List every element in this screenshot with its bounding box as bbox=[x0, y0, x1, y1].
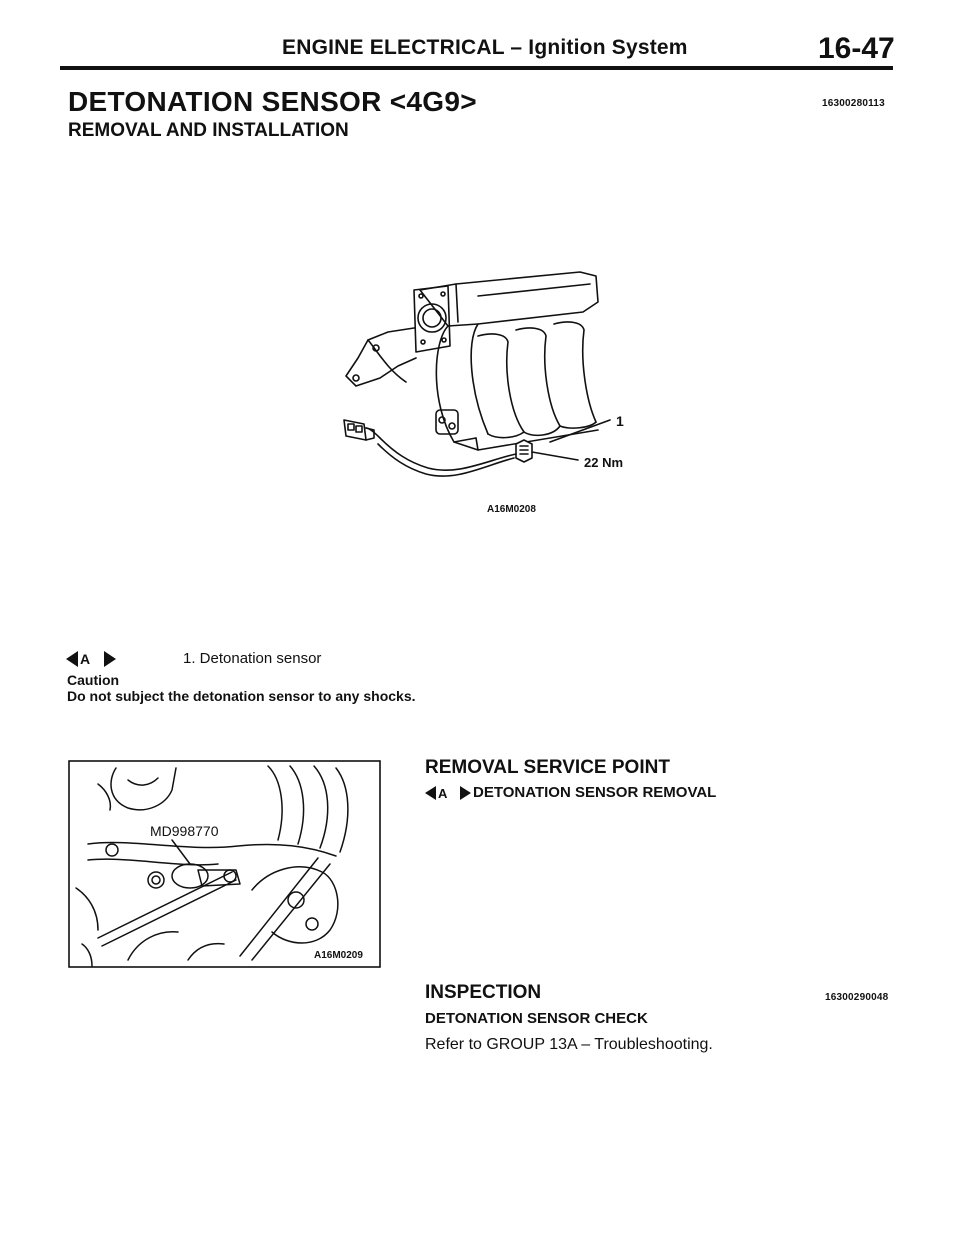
caution-label: Caution bbox=[67, 672, 120, 688]
caution-text: Do not subject the detonation sensor to any shocks. bbox=[67, 688, 416, 704]
section-doc-number: 16300280113 bbox=[822, 98, 885, 109]
figure1-caption: A16M0208 bbox=[487, 504, 536, 515]
removal-point-badge-icon bbox=[425, 785, 471, 801]
removal-point-badge-icon bbox=[66, 650, 116, 668]
inspection-doc-number: 16300290048 bbox=[825, 992, 889, 1003]
inspection-title: INSPECTION bbox=[425, 982, 542, 1003]
inspection-text: Refer to GROUP 13A – Troubleshooting. bbox=[425, 1036, 713, 1053]
removal-service-point-subtitle-text: DETONATION SENSOR REMOVAL bbox=[473, 784, 717, 801]
removal-service-point-subtitle bbox=[425, 784, 716, 801]
section-subtitle: REMOVAL AND INSTALLATION bbox=[68, 120, 349, 141]
svg-text:A: A bbox=[80, 651, 91, 667]
removal-service-point-title: REMOVAL SERVICE POINT bbox=[425, 757, 670, 778]
figure2-tool-label: MD998770 bbox=[150, 823, 219, 839]
section-title: DETONATION SENSOR <4G9> bbox=[68, 86, 477, 117]
figure1-part-label: 1 bbox=[616, 413, 624, 429]
figure-tool-removal bbox=[68, 760, 381, 968]
figure-intake-manifold bbox=[328, 262, 658, 502]
figure1-torque-label: 22 Nm bbox=[584, 455, 624, 470]
page-number: 16-47 bbox=[818, 32, 895, 65]
figure2-caption: A16M0209 bbox=[314, 950, 363, 961]
inspection-subtitle: DETONATION SENSOR CHECK bbox=[425, 1010, 648, 1027]
header-title: ENGINE ELECTRICAL – Ignition System bbox=[282, 36, 688, 59]
header-rule bbox=[60, 66, 893, 70]
svg-text:A: A bbox=[438, 785, 448, 801]
legend-item: 1. Detonation sensor bbox=[183, 650, 322, 667]
